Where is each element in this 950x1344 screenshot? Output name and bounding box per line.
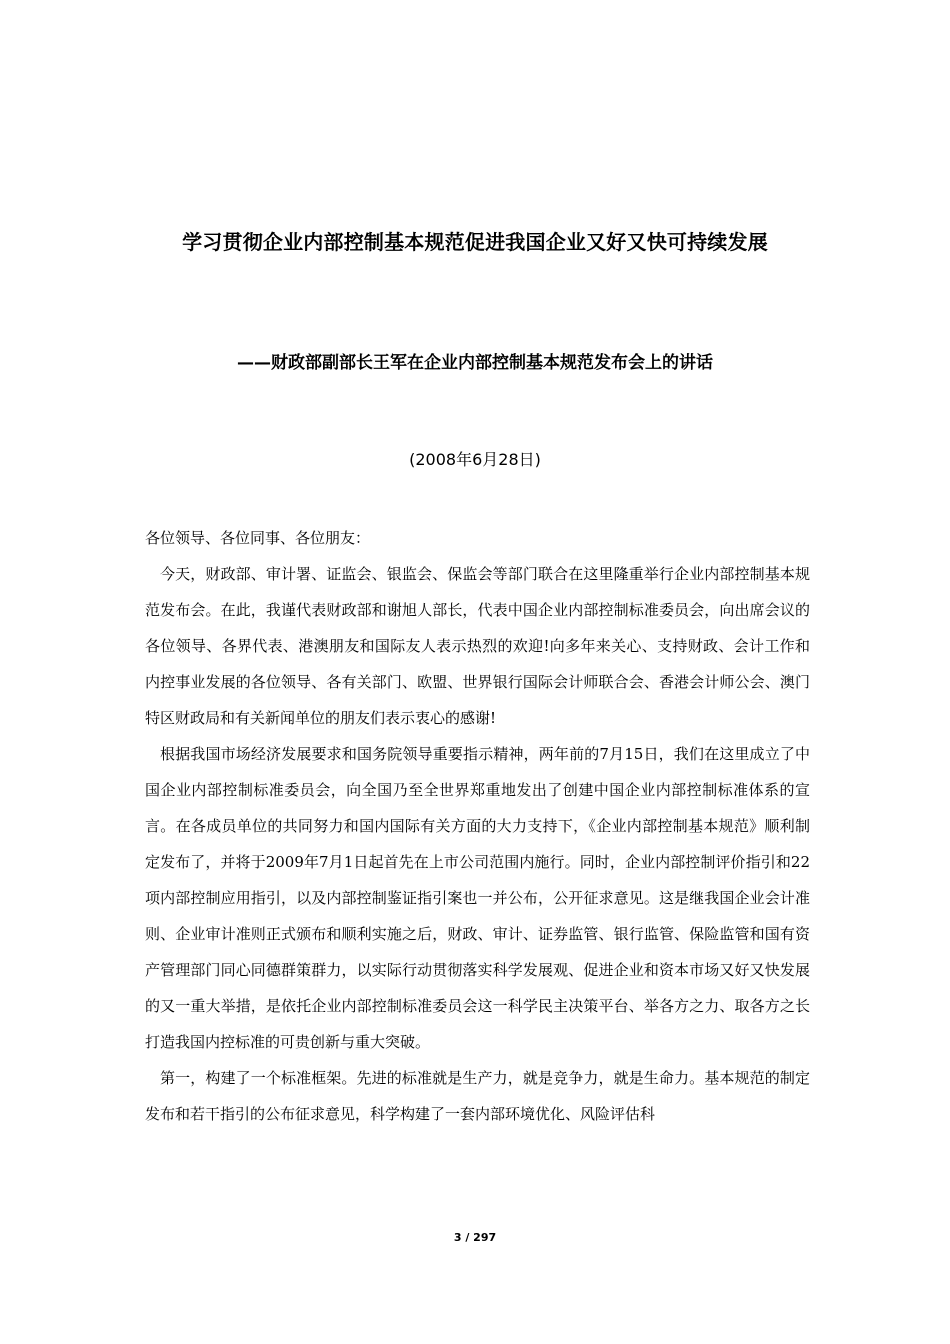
speech-date: (2008年6月28日)	[409, 450, 541, 469]
document-subtitle: ——财政部副部长王军在企业内部控制基本规范发布会上的讲话	[237, 353, 713, 373]
page-number: 3 / 297	[453, 1231, 497, 1244]
body-paragraph: 第一，构建了一个标准框架。先进的标准就是生产力，就是竞争力，就是生命力。基本规范的制定发布和若干指引的公布征求意见，科学构建了一套内部环境优化、风险评估科	[145, 1069, 810, 1123]
salutation: 各位领导、各位同事、各位朋友：	[145, 529, 371, 547]
body-paragraph: 根据我国市场经济发展要求和国务院领导重要指示精神，两年前的7月15日，我们在这里成立了中国企业内部控制标准委员会，向全国乃至全世界郑重地发出了创建中国企业内部控制标准体系的宣言。在各成员单位的共同努力和国内国际有关方面的大力支持下，《企业内部控制基本规范》顺利制定发布了，并将于2009年7月1日起首先在上市公司范围内施行。同时，企业内部控制评价指引和22项内部控制应用指引，以及内部控制鉴证指引案也一并公布，公开征求意见。这是继我国企业会计准则、企业审计准则正式颁布和顺利实施之后，财政、审计、证券监管、银行监管、保险监管和国有资产管理部门同心同德群策群力，以实际行动贯彻落实科学发展观、促进企业和资本市场又好又快发展的又一重大举措，是依托企业内部控制标准委员会这一科学民主决策平台、举各方之力、取各方之长打造我国内控标准的可贵创新与重大突破。	[145, 745, 810, 1051]
document-title: 学习贯彻企业内部控制基本规范促进我国企业又好又快可持续发展	[182, 230, 768, 254]
body-paragraph: 今天，财政部、审计署、证监会、银监会、保监会等部门联合在这里隆重举行企业内部控制基本规范发布会。在此，我谨代表财政部和谢旭人部长，代表中国企业内部控制标准委员会，向出席会议的各位领导、各界代表、港澳朋友和国际友人表示热烈的欢迎!向多年来关心、支持财政、会计工作和内控事业发展的各位领导、各有关部门、欧盟、世界银行国际会计师联合会、香港会计师公会、澳门特区财政局和有关新闻单位的朋友们表示衷心的感谢!	[145, 565, 810, 727]
document-body	[145, 520, 810, 1132]
